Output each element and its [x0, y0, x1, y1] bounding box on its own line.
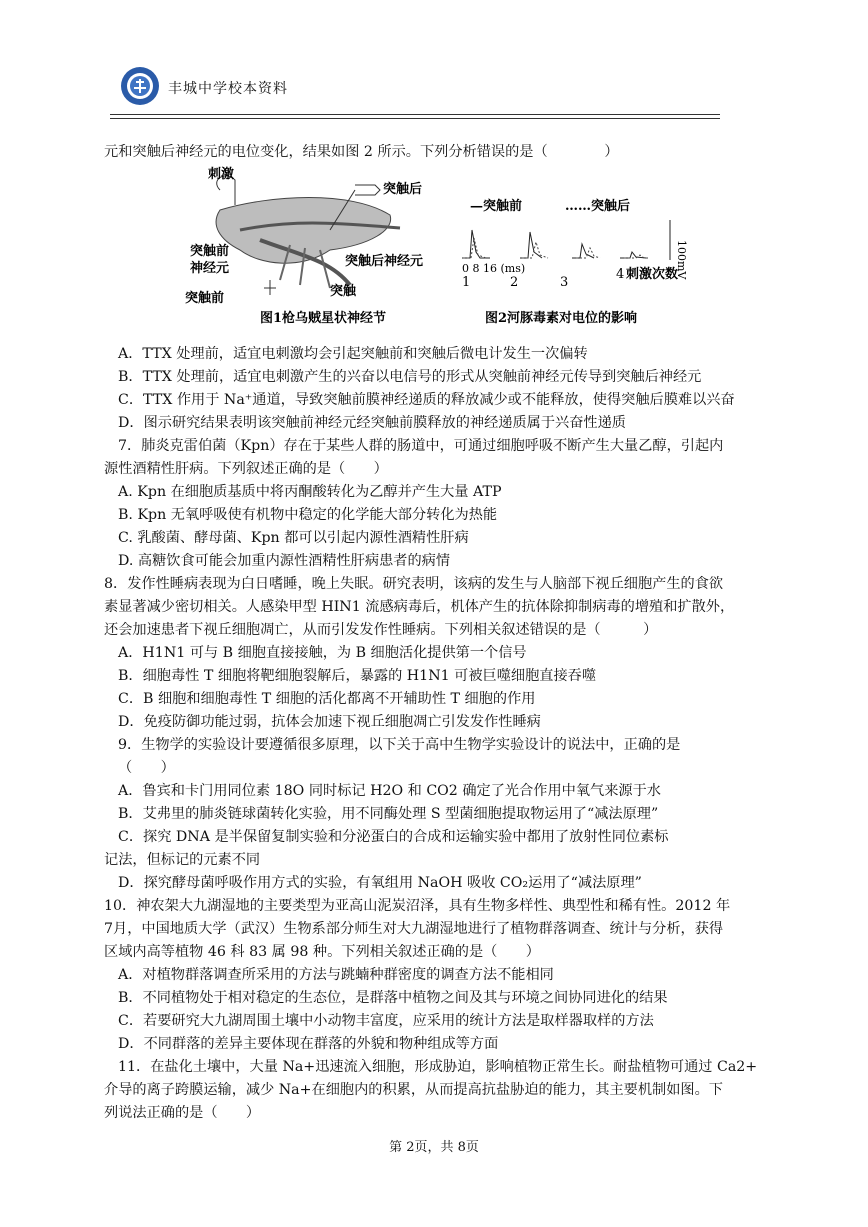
text-line: B．细胞毒性 T 细胞将靶细胞裂解后，暴露的 H1N1 可被巨噬细胞直接吞噬 [118, 668, 597, 684]
header-rule [110, 114, 720, 115]
text-line: C．若要研究大九湖周围土壤中小动物丰富度，应采用的统计方法是取样器取样的方法 [118, 1013, 654, 1029]
text-line: 10．神农架大九湖湿地的主要类型为亚高山泥炭沼泽，具有生物多样性、典型性和稀有性。2012 年 [104, 898, 731, 914]
page-header [110, 66, 720, 120]
text-line: C．探究 DNA 是半保留复制实验和分泌蛋白的合成和运输实验中都用了放射性同位素标 [118, 829, 669, 845]
fig2-legend-post: ……突触后 [565, 199, 631, 214]
text-line: B．TTX 处理前，适宜电刺激产生的兴奋以电信号的形式从突触前神经元传导到突触后神经元 [118, 369, 702, 385]
header-rule-second [110, 118, 720, 119]
fig1-post-neuron-label: 突触后神经元 [345, 254, 424, 269]
text-line: 7．肺炎克雷伯菌（Kpn）存在于某些人群的肠道中，可通过细胞呼吸不断产生大量乙醇，引起内 [118, 438, 724, 454]
fig1-synapse-label: 突触 [330, 284, 357, 299]
text-line: C. 乳酸菌、酵母菌、Kpn 都可以引起内源性酒精性肝病 [118, 530, 469, 546]
figure-1 [185, 166, 423, 326]
text-line: A．对植物群落调查所采用的方法与跳蝻种群密度的调查方法不能相同 [118, 967, 554, 983]
fig1-stimulus-label: 刺激 [208, 167, 235, 182]
text-line: 元和突触后神经元的电位变化，结果如图 2 所示。下列分析错误的是（ ） [104, 144, 619, 160]
text-line: C．B 细胞和细胞毒性 T 细胞的活化都离不开辅助性 T 细胞的作用 [118, 691, 536, 707]
text-line: 记法，但标记的元素不同 [104, 852, 261, 868]
fig2-num-4: 4 [616, 267, 625, 282]
text-line: A．H1N1 可与 B 细胞直接接触，为 B 细胞活化提供第一个信号 [118, 645, 527, 661]
fig2-axis-ticks: 0 8 16 (ms) [462, 262, 526, 275]
page-footer: 第 2页，共 8页 [389, 1140, 479, 1155]
text-line: 素显著减少密切相关。人感染甲型 HIN1 流感病毒后，机体产生的抗体除抑制病毒的增殖和扩散外， [104, 599, 735, 615]
fig2-num-2: 2 [510, 275, 519, 290]
text-line: 9．生物学的实验设计要遵循很多原理，以下关于高中生物学实验设计的说法中，正确的是 [118, 737, 681, 753]
text-line: 8．发作性睡病表现为白日嗜睡，晚上失眠。研究表明，该病的发生与人脑部下视丘细胞产生的食欲 [104, 576, 724, 592]
fig2-scale-label: 100mV [675, 240, 688, 280]
text-line: 介导的离子跨膜运输，减少 Na+在细胞内的积累，从而提高抗盐胁迫的能力，其主要机制如图。下 [104, 1082, 723, 1098]
fig1-pre-label: 突触前 [185, 291, 225, 306]
text-line: A．鲁宾和卡门用同位素 18O 同时标记 H2O 和 CO2 确定了光合作用中氧气来源于水 [118, 783, 661, 799]
text-line: A．TTX 处理前，适宜电刺激均会引起突触前和突触后微电计发生一次偏转 [118, 346, 588, 362]
text-line: B．不同植物处于相对稳定的生态位，是群落中植物之间及其与环境之间协同进化的结果 [118, 990, 668, 1006]
fig1-caption: 图1枪乌贼星状神经节 [260, 311, 387, 326]
fig2-num-1: 1 [462, 275, 471, 290]
text-line: B．艾弗里的肺炎链球菌转化实验，用不同酶处理 S 型菌细胞提取物运用了“减法原理” [118, 806, 659, 822]
text-line: 区域内高等植物 46 科 83 属 98 种。下列相关叙述正确的是（ ） [104, 944, 540, 960]
text-line: 列说法正确的是（ ） [104, 1105, 261, 1121]
text-line: B. Kpn 无氧呼吸使有机物中稳定的化学能大部分转化为热能 [118, 507, 498, 523]
fig2-xlabel: 刺激次数 [626, 267, 679, 282]
fig1-pre-neuron-label: 突触前 [190, 244, 230, 259]
text-line: A. Kpn 在细胞质基质中将丙酮酸转化为乙醇并产生大量 ATP [118, 484, 502, 500]
text-line: D．免疫防御功能过弱，抗体会加速下视丘细胞凋亡引发发作性睡病 [118, 714, 541, 730]
text-line: D. 高糖饮食可能会加重内源性酒精性肝病患者的病情 [118, 553, 451, 569]
text-line: D．不同群落的差异主要体现在群落的外貌和物种组成等方面 [118, 1036, 499, 1052]
text-line: 源性酒精性肝病。下列叙述正确的是（ ） [104, 461, 388, 477]
text-line: 7月，中国地质大学（武汉）生物系部分师生对大九湖湿地进行了植物群落调查、统计与分析，获得 [104, 921, 724, 937]
fig2-caption: 图2河豚毒素对电位的影响 [485, 311, 638, 326]
text-line: D．图示研究结果表明该突触前神经元经突触前膜释放的神经递质属于兴奋性递质 [118, 415, 626, 431]
text-line: 11．在盐化土壤中，大量 Na+迅速流入细胞，形成胁迫，影响植物正常生长。耐盐植物可通过 Ca2+ [118, 1059, 758, 1075]
text-line: （ ） [118, 760, 175, 776]
text-line: C．TTX 作用于 Na⁺通道，导致突触前膜神经递质的释放减少或不能释放，使得突触后膜难以兴奋 [118, 392, 735, 408]
fig2-num-3: 3 [560, 275, 569, 290]
figure-area [180, 160, 700, 340]
fig1-pre-neuron-label-2: 神经元 [190, 261, 230, 276]
school-logo-icon [120, 66, 160, 106]
school-name: 丰城中学校本资料 [168, 81, 288, 97]
text-line: D．探究酵母菌呼吸作用方式的实验，有氧组用 NaOH 吸收 CO₂运用了“减法原理” [118, 875, 642, 891]
figure-2 [462, 198, 688, 326]
fig1-post-label: 突触后 [383, 182, 423, 197]
text-line: 还会加速患者下视丘细胞凋亡，从而引发发作性睡病。下列相关叙述错误的是（ ） [104, 622, 658, 638]
fig2-legend-pre: —突触前 [470, 199, 523, 214]
